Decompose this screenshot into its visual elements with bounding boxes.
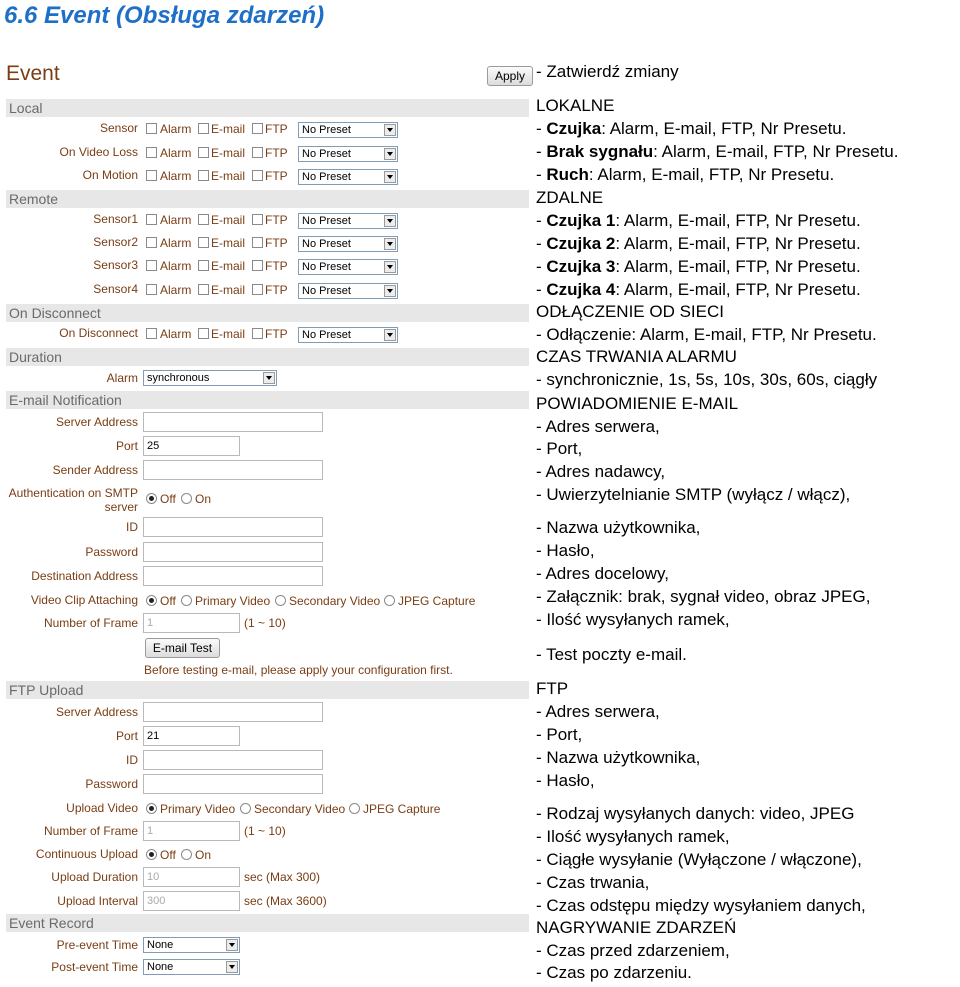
sensor1-alarm-checkbox[interactable]	[146, 214, 157, 225]
label-email-server: Server Address	[55, 415, 138, 429]
clip-primary-radio[interactable]	[181, 595, 192, 606]
apply-button[interactable]: Apply	[487, 66, 533, 86]
desc-czas-head: CZAS TRWANIA ALARMU	[536, 347, 737, 366]
select-value: No Preset	[302, 261, 351, 273]
check-label-alarm: Alarm	[160, 259, 192, 273]
desc-c4: - Czujka 4: Alarm, E-mail, FTP, Nr Presetu.	[536, 280, 861, 299]
chevron-down-icon	[226, 939, 238, 951]
desc-f3: - Nazwa użytkownika,	[536, 748, 701, 767]
section-event-record: Event Record	[6, 914, 529, 932]
upload-secondary-label: Secondary Video	[254, 802, 346, 816]
label-ftp-password: Password	[85, 777, 138, 791]
desc-m5: - Nazwa użytkownika,	[536, 518, 701, 537]
desc-m9: - Ilość wysyłanych ramek,	[536, 610, 730, 629]
select-value: No Preset	[302, 124, 351, 136]
label-email-frames: Number of Frame	[43, 616, 138, 630]
smtp-auth-on-radio[interactable]	[181, 493, 192, 504]
sensor4-preset-select[interactable]	[298, 283, 398, 299]
label-on-disconnect: On Disconnect	[59, 326, 138, 340]
check-label-alarm: Alarm	[160, 283, 192, 297]
desc-c2-bold: Czujka 2	[546, 234, 616, 253]
desc-lokalne: LOKALNE	[536, 96, 615, 115]
smtp-auth-on-label: On	[195, 492, 212, 506]
check-label-alarm: Alarm	[160, 327, 192, 341]
post-event-select[interactable]	[143, 959, 240, 975]
desc-m2: - Port,	[536, 439, 583, 458]
chevron-down-icon	[384, 171, 396, 183]
email-test-note: Before testing e-mail, please apply your configuration first.	[144, 663, 453, 677]
videoloss-ftp-checkbox[interactable]	[252, 147, 263, 158]
desc-c1-bold: Czujka 1	[546, 211, 616, 230]
desc-m3: - Adres nadawcy,	[536, 462, 666, 481]
upload-primary-radio[interactable]	[146, 803, 157, 814]
label-destination: Destination Address	[31, 569, 138, 583]
select-value: No Preset	[302, 285, 351, 297]
desc-brak: - Brak sygnału: Alarm, E-mail, FTP, Nr Presetu.	[536, 142, 899, 161]
check-label-ftp: FTP	[265, 283, 288, 297]
check-label-ftp: FTP	[265, 169, 288, 183]
chevron-down-icon	[263, 372, 275, 384]
desc-ruch: - Ruch: Alarm, E-mail, FTP, Nr Presetu.	[536, 165, 835, 184]
label-ftp-server: Server Address	[55, 705, 138, 719]
label-continuous-upload: Continuous Upload	[35, 847, 138, 861]
clip-jpeg-label: JPEG Capture	[398, 594, 476, 608]
desc-brak-bold: Brak sygnału	[546, 142, 654, 161]
label-email-port: Port	[115, 439, 138, 453]
upload-primary-label: Primary Video	[160, 802, 236, 816]
select-value: No Preset	[302, 329, 351, 341]
sensor3-preset-select[interactable]	[298, 259, 398, 275]
section-duration: Duration	[6, 348, 529, 366]
ftp-server-input[interactable]	[143, 702, 323, 722]
page-heading: 6.6 Event (Obsługa zdarzeń)	[4, 2, 325, 29]
email-frames-range: (1 ~ 10)	[244, 616, 286, 630]
desc-ruch-bold: Ruch	[546, 165, 589, 184]
sensor1-email-checkbox[interactable]	[198, 214, 209, 225]
desc-m1: - Adres serwera,	[536, 417, 660, 436]
check-label-ftp: FTP	[265, 259, 288, 273]
select-value: No Preset	[302, 238, 351, 250]
desc-m4: - Uwierzytelnianie SMTP (wyłącz / włącz),	[536, 485, 851, 504]
videoloss-email-checkbox[interactable]	[198, 147, 209, 158]
upload-jpeg-label: JPEG Capture	[363, 802, 441, 816]
ftp-frames-range: (1 ~ 10)	[244, 824, 286, 838]
sensor3-email-checkbox[interactable]	[198, 260, 209, 271]
check-label-ftp: FTP	[265, 146, 288, 160]
ftp-frames-input[interactable]: 1	[143, 821, 240, 841]
desc-zdalne: ZDALNE	[536, 188, 604, 207]
videoloss-alarm-checkbox[interactable]	[146, 147, 157, 158]
label-sensor1: Sensor1	[93, 212, 138, 226]
label-on-motion: On Motion	[82, 168, 138, 182]
check-label-email: E-mail	[211, 122, 246, 136]
label-sensor2: Sensor2	[93, 235, 138, 249]
label-upload-video: Upload Video	[66, 801, 138, 815]
motion-ftp-checkbox[interactable]	[252, 170, 263, 181]
desc-brak-text: : Alarm, E-mail, FTP, Nr Presetu.	[653, 142, 899, 161]
continuous-off-radio[interactable]	[146, 849, 157, 860]
sensor2-preset-select[interactable]	[298, 236, 398, 252]
email-server-input[interactable]	[143, 412, 323, 432]
sensor-ftp-checkbox[interactable]	[252, 123, 263, 134]
label-sensor: Sensor	[99, 121, 138, 135]
desc-odlaczenie: - Odłączenie: Alarm, E-mail, FTP, Nr Presetu.	[536, 325, 877, 344]
clip-jpeg-radio[interactable]	[384, 595, 395, 606]
chevron-down-icon	[384, 215, 396, 227]
sensor-preset-select[interactable]	[298, 122, 398, 138]
videoloss-preset-select[interactable]	[298, 146, 398, 162]
alarm-duration-select[interactable]	[143, 370, 277, 386]
continuous-on-label: On	[195, 848, 212, 862]
label-ftp-id: ID	[126, 753, 138, 767]
desc-f2: - Port,	[536, 725, 583, 744]
section-email: E-mail Notification	[6, 391, 529, 409]
check-label-alarm: Alarm	[160, 122, 192, 136]
desc-f1: - Adres serwera,	[536, 702, 660, 721]
disconnect-alarm-checkbox[interactable]	[146, 328, 157, 339]
sensor-alarm-checkbox[interactable]	[146, 123, 157, 134]
label-ftp-port: Port	[115, 729, 138, 743]
section-remote: Remote	[6, 190, 529, 208]
check-label-alarm: Alarm	[160, 169, 192, 183]
check-label-email: E-mail	[211, 169, 246, 183]
email-port-input[interactable]: 25	[143, 436, 240, 456]
pre-event-select[interactable]	[143, 937, 240, 953]
ftp-id-input[interactable]	[143, 750, 323, 770]
upload-secondary-radio[interactable]	[240, 803, 251, 814]
email-password-input[interactable]	[143, 542, 323, 562]
desc-czujka-bold: Czujka	[546, 119, 602, 138]
check-label-email: E-mail	[211, 236, 246, 250]
label-email-id: ID	[126, 520, 138, 534]
select-value: No Preset	[302, 171, 351, 183]
chevron-down-icon	[384, 261, 396, 273]
ftp-port-input[interactable]: 21	[143, 726, 240, 746]
clip-secondary-label: Secondary Video	[289, 594, 381, 608]
label-sender: Sender Address	[52, 463, 138, 477]
sensor3-alarm-checkbox[interactable]	[146, 260, 157, 271]
label-sensor4: Sensor4	[93, 282, 138, 296]
desc-rec-head: NAGRYWANIE ZDARZEŃ	[536, 918, 737, 937]
select-value: None	[147, 939, 174, 951]
select-value: No Preset	[302, 215, 351, 227]
chevron-down-icon	[384, 148, 396, 160]
continuous-off-label: Off	[160, 848, 176, 862]
desc-m8: - Załącznik: brak, sygnał video, obraz JPEG,	[536, 587, 871, 606]
chevron-down-icon	[384, 329, 396, 341]
desc-c3-text: : Alarm, E-mail, FTP, Nr Presetu.	[615, 257, 861, 276]
desc-r1: - Czas przed zdarzeniem,	[536, 941, 730, 960]
sender-address-input[interactable]	[143, 460, 323, 480]
section-on-disconnect: On Disconnect	[6, 304, 529, 322]
clip-off-label: Off	[160, 594, 176, 608]
desc-c2-text: : Alarm, E-mail, FTP, Nr Presetu.	[615, 234, 861, 253]
upload-interval-unit: sec (Max 3600)	[244, 894, 327, 908]
desc-odlaczenie-head: ODŁĄCZENIE OD SIECI	[536, 302, 724, 321]
label-email-password: Password	[85, 545, 138, 559]
ftp-password-input[interactable]	[143, 774, 323, 794]
desc-c1: - Czujka 1: Alarm, E-mail, FTP, Nr Presetu.	[536, 211, 861, 230]
select-value: No Preset	[302, 148, 351, 160]
desc-f7: - Ciągłe wysyłanie (Wyłączone / włączone),	[536, 850, 862, 869]
email-id-input[interactable]	[143, 517, 323, 537]
section-ftp: FTP Upload	[6, 681, 529, 699]
label-sensor3: Sensor3	[93, 258, 138, 272]
desc-mail-head: POWIADOMIENIE E-MAIL	[536, 394, 739, 413]
label-upload-duration: Upload Duration	[51, 870, 138, 884]
motion-preset-select[interactable]	[298, 169, 398, 185]
chevron-down-icon	[226, 961, 238, 973]
desc-c3-bold: Czujka 3	[546, 257, 616, 276]
sensor4-ftp-checkbox[interactable]	[252, 284, 263, 295]
desc-ftp-head: FTP	[536, 679, 569, 698]
desc-f4: - Hasło,	[536, 771, 595, 790]
smtp-auth-off-radio[interactable]	[146, 493, 157, 504]
apply-note: - Zatwierdź zmiany	[536, 62, 679, 81]
check-label-email: E-mail	[211, 327, 246, 341]
desc-f8: - Czas trwania,	[536, 873, 650, 892]
check-label-alarm: Alarm	[160, 213, 192, 227]
email-test-button[interactable]: E-mail Test	[145, 638, 220, 658]
desc-czas: - synchronicznie, 1s, 5s, 10s, 30s, 60s, ciągły	[536, 370, 878, 389]
desc-c2: - Czujka 2: Alarm, E-mail, FTP, Nr Presetu.	[536, 234, 861, 253]
sensor1-ftp-checkbox[interactable]	[252, 214, 263, 225]
clip-off-radio[interactable]	[146, 595, 157, 606]
check-label-email: E-mail	[211, 213, 246, 227]
sensor2-ftp-checkbox[interactable]	[252, 237, 263, 248]
desc-f6: - Ilość wysyłanych ramek,	[536, 827, 730, 846]
desc-c3: - Czujka 3: Alarm, E-mail, FTP, Nr Presetu.	[536, 257, 861, 276]
desc-c4-bold: Czujka 4	[546, 280, 616, 299]
desc-f5: - Rodzaj wysyłanych danych: video, JPEG	[536, 804, 855, 823]
motion-alarm-checkbox[interactable]	[146, 170, 157, 181]
check-label-email: E-mail	[211, 283, 246, 297]
sensor1-preset-select[interactable]	[298, 213, 398, 229]
continuous-on-radio[interactable]	[181, 849, 192, 860]
upload-jpeg-radio[interactable]	[349, 803, 360, 814]
chevron-down-icon	[384, 285, 396, 297]
check-label-ftp: FTP	[265, 327, 288, 341]
disconnect-ftp-checkbox[interactable]	[252, 328, 263, 339]
sensor4-email-checkbox[interactable]	[198, 284, 209, 295]
desc-f9: - Czas odstępu między wysyłaniem danych,	[536, 896, 866, 915]
event-title: Event	[6, 62, 60, 85]
email-frames-input[interactable]: 1	[143, 613, 240, 633]
disconnect-email-checkbox[interactable]	[198, 328, 209, 339]
sensor3-ftp-checkbox[interactable]	[252, 260, 263, 271]
desc-ruch-text: : Alarm, E-mail, FTP, Nr Presetu.	[588, 165, 835, 184]
check-label-ftp: FTP	[265, 236, 288, 250]
label-upload-interval: Upload Interval	[57, 894, 138, 908]
label-pre-event: Pre-event Time	[56, 938, 138, 952]
sensor2-email-checkbox[interactable]	[198, 237, 209, 248]
select-value: synchronous	[147, 372, 210, 384]
disconnect-preset-select[interactable]	[298, 327, 398, 343]
desc-r2: - Czas po zdarzeniu.	[536, 963, 692, 982]
check-label-alarm: Alarm	[160, 146, 192, 160]
check-label-ftp: FTP	[265, 122, 288, 136]
destination-input[interactable]	[143, 566, 323, 586]
check-label-email: E-mail	[211, 146, 246, 160]
desc-m6: - Hasło,	[536, 541, 595, 560]
chevron-down-icon	[384, 238, 396, 250]
upload-duration-unit: sec (Max 300)	[244, 870, 321, 884]
label-post-event: Post-event Time	[51, 960, 138, 974]
desc-m7: - Adres docelowy,	[536, 564, 669, 583]
section-local: Local	[6, 99, 529, 117]
sensor-email-checkbox[interactable]	[198, 123, 209, 134]
label-ftp-frames: Number of Frame	[43, 824, 138, 838]
label-smtp-auth: Authentication on SMTP server	[8, 486, 138, 514]
sensor2-alarm-checkbox[interactable]	[146, 237, 157, 248]
desc-m10: - Test poczty e-mail.	[536, 645, 687, 664]
label-on-video-loss: On Video Loss	[59, 145, 138, 159]
desc-c4-text: : Alarm, E-mail, FTP, Nr Presetu.	[615, 280, 861, 299]
clip-primary-label: Primary Video	[195, 594, 271, 608]
clip-secondary-radio[interactable]	[275, 595, 286, 606]
motion-email-checkbox[interactable]	[198, 170, 209, 181]
desc-czujka: - Czujka: Alarm, E-mail, FTP, Nr Presetu.	[536, 119, 847, 138]
upload-interval-input[interactable]: 300	[143, 891, 240, 911]
check-label-alarm: Alarm	[160, 236, 192, 250]
sensor4-alarm-checkbox[interactable]	[146, 284, 157, 295]
chevron-down-icon	[384, 124, 396, 136]
label-alarm-duration: Alarm	[106, 371, 138, 385]
desc-czujka-text: : Alarm, E-mail, FTP, Nr Presetu.	[601, 119, 847, 138]
check-label-email: E-mail	[211, 259, 246, 273]
check-label-ftp: FTP	[265, 213, 288, 227]
select-value: None	[147, 961, 174, 973]
upload-duration-input[interactable]: 10	[143, 867, 240, 887]
label-clip-attach: Video Clip Attaching	[30, 593, 138, 607]
smtp-auth-off-label: Off	[160, 492, 176, 506]
desc-c1-text: : Alarm, E-mail, FTP, Nr Presetu.	[615, 211, 861, 230]
